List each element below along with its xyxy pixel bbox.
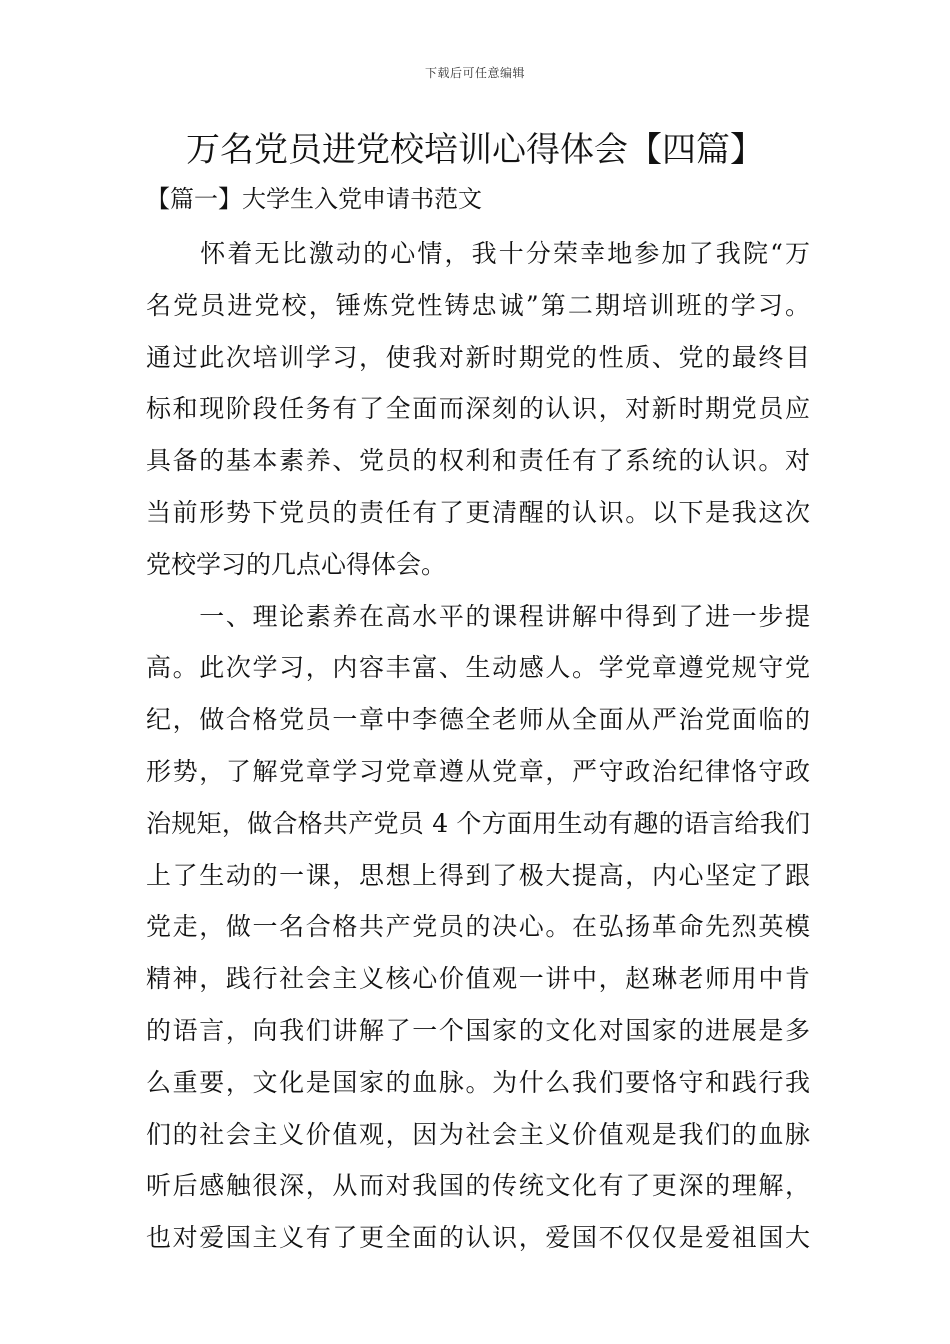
text-line: 一、理论素养在高水平的课程讲解中得到了进一步提 <box>146 601 810 631</box>
text-line: 高。此次学习，内容丰富、生动感人。学党章遵党规守党 <box>146 653 810 683</box>
text-line: 也对爱国主义有了更全面的认识，爱国不仅仅是爱祖国大 <box>146 1223 810 1253</box>
text-line: 上了生动的一课，思想上得到了极大提高，内心坚定了跟 <box>146 860 810 890</box>
text-line: 通过此次培训学习，使我对新时期党的性质、党的最终目 <box>146 342 810 372</box>
text-line: 们的社会主义价值观，因为社会主义价值观是我们的血脉 <box>146 1119 810 1149</box>
text-line: 精神，践行社会主义核心价值观一讲中，赵琳老师用中肯 <box>146 964 810 994</box>
text-line: 纪，做合格党员一章中李德全老师从全面从严治党面临的 <box>146 705 810 735</box>
text-line: 怀着无比激动的心情，我十分荣幸地参加了我院“万 <box>146 239 810 268</box>
section-heading: 【篇一】大学生入党申请书范文 <box>146 185 482 213</box>
text-line: 治规矩，做合格共产党员 4 个方面用生动有趣的语言给我们 <box>146 808 810 838</box>
text-line: 么重要，文化是国家的血脉。为什么我们要恪守和践行我 <box>146 1067 810 1097</box>
text-line: 党走，做一名合格共产党员的决心。在弘扬革命先烈英模 <box>146 912 810 942</box>
text-line: 名党员进党校，锤炼党性铸忠诚”第二期培训班的学习。 <box>146 290 810 320</box>
text-line: 党校学习的几点心得体会。 <box>146 549 447 579</box>
text-line: 听后感触很深，从而对我国的传统文化有了更深的理解， <box>146 1171 810 1201</box>
document-title: 万名党员进党校培训心得体会【四篇】 <box>186 130 764 170</box>
page-header-note: 下载后可任意编辑 <box>424 66 525 80</box>
text-line: 的语言，向我们讲解了一个国家的文化对国家的进展是多 <box>146 1015 810 1045</box>
text-line: 具备的基本素养、党员的权利和责任有了系统的认识。对 <box>146 446 810 476</box>
text-line: 当前形势下党员的责任有了更清醒的认识。以下是我这次 <box>146 497 810 527</box>
body-text <box>146 228 810 1264</box>
text-line: 形势，了解党章学习党章遵从党章，严守政治纪律恪守政 <box>146 756 810 786</box>
text-line: 标和现阶段任务有了全面而深刻的认识，对新时期党员应 <box>146 394 810 424</box>
